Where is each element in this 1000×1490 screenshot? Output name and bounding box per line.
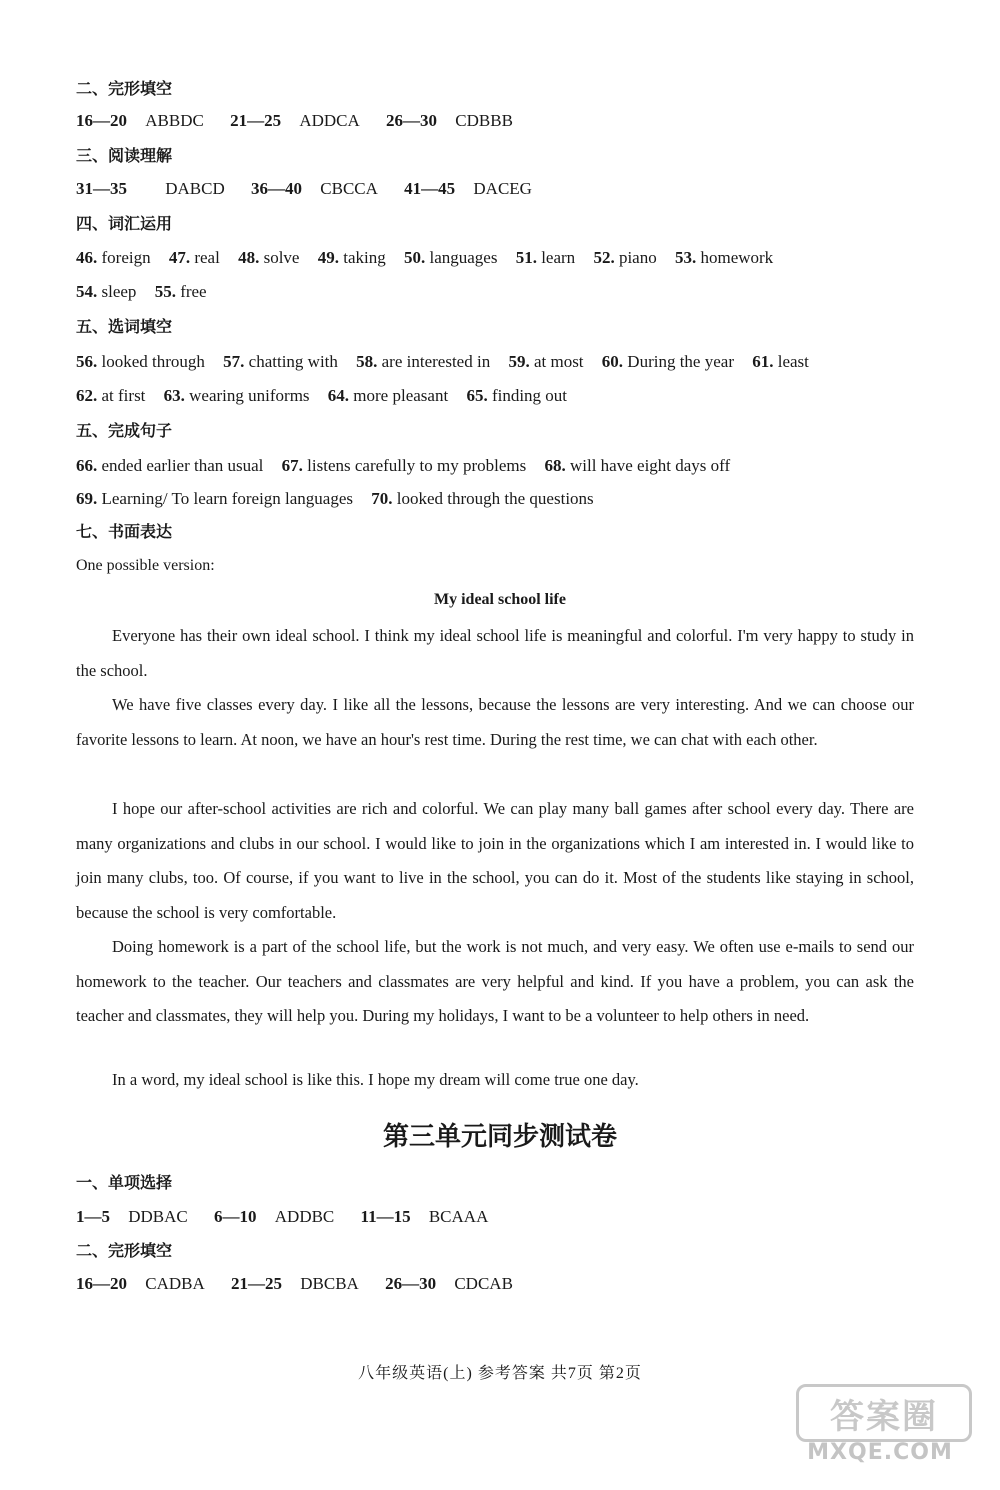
essay-paragraph-5: In a word, my ideal school is like this. I hope my dream will come true one day. bbox=[112, 1070, 639, 1089]
essay-paragraph-3: I hope our after-school activities are rich and colorful. We can play many ball games after school every day. There are many organizations and clubs in our school. I would like to join in the organizations which I am interested in. I would like to join many clubs, too. Of course, if you want to live in the school, you can do it. Most of the students like staying in school, because the school is very comfortable. bbox=[76, 799, 914, 922]
answer-row-fill-2: 62. at first 63. wearing uniforms 64. more pleasant 65. finding out bbox=[76, 386, 568, 405]
section-heading-fill: 五、选词填空 bbox=[76, 317, 173, 336]
essay-paragraph-1: Everyone has their own ideal school. I think my ideal school life is meaningful and colorful. I'm very happy to study in the school. bbox=[76, 626, 914, 680]
section-heading-single-choice: 一、单项选择 bbox=[76, 1173, 173, 1192]
answer-row-fill-1: 56. looked through 57. chatting with 58. are interested in 59. at most 60. During the year 61. least bbox=[76, 352, 809, 371]
writing-intro: One possible version: bbox=[76, 557, 215, 574]
section-heading-cloze: 二、完形填空 bbox=[76, 79, 173, 98]
essay-title: My ideal school life bbox=[434, 591, 566, 608]
answer-row-sentence-2: 69. Learning/ To learn foreign languages 70. looked through the questions bbox=[76, 489, 594, 508]
answer-row-single-choice: 1—5 DDBAC 6—10 ADDBC 11—15 BCAAA bbox=[76, 1207, 489, 1226]
page-footer: 八年级英语(上) 参考答案 共7页 第2页 bbox=[358, 1365, 642, 1382]
section-heading-writing: 七、书面表达 bbox=[76, 522, 173, 541]
section-heading-sentence: 五、完成句子 bbox=[76, 421, 173, 440]
section-heading-unit3-cloze: 二、完形填空 bbox=[76, 1241, 173, 1260]
answer-row-unit3-cloze: 16—20 CADBA 21—25 DBCBA 26—30 CDCAB bbox=[76, 1274, 513, 1293]
answer-row-cloze: 16—20 ABBDC 21—25 ADDCA 26—30 CDBBB bbox=[76, 111, 513, 130]
answer-row-sentence-1: 66. ended earlier than usual 67. listens carefully to my problems 68. will have eight days off bbox=[76, 456, 731, 475]
essay-paragraph-2: We have five classes every day. I like all the lessons, because the lessons are very interesting. And we can choose our favorite lessons to learn. At noon, we have an hour's rest time. During the rest time, we can chat with each other. bbox=[76, 695, 914, 749]
answer-row-vocab-1: 46. foreign 47. real 48. solve 49. taking 50. languages 51. learn 52. piano 53. homework bbox=[76, 248, 774, 267]
section-heading-reading: 三、阅读理解 bbox=[76, 146, 173, 165]
essay-paragraph-4: Doing homework is a part of the school life, but the work is not much, and very easy. We often use e-mails to send our homework to the teacher. Our teachers and classmates are very helpful and kind. If you have a problem, you can ask the teacher and classmates, they will help you. During my holidays, I want to be a volunteer to help others in need. bbox=[76, 937, 914, 1025]
watermark-site: MXQE.COM bbox=[807, 1440, 953, 1465]
unit-title: 第三单元同步测试卷 bbox=[382, 1122, 617, 1152]
section-heading-vocab: 四、词汇运用 bbox=[76, 214, 173, 233]
watermark-logo: 答案圈 bbox=[796, 1384, 972, 1442]
watermark bbox=[780, 1384, 980, 1474]
answer-row-reading: 31—35 DABCD 36—40 CBCCA 41—45 DACEG bbox=[76, 179, 532, 198]
answer-row-vocab-2: 54. sleep 55. free bbox=[76, 282, 207, 301]
